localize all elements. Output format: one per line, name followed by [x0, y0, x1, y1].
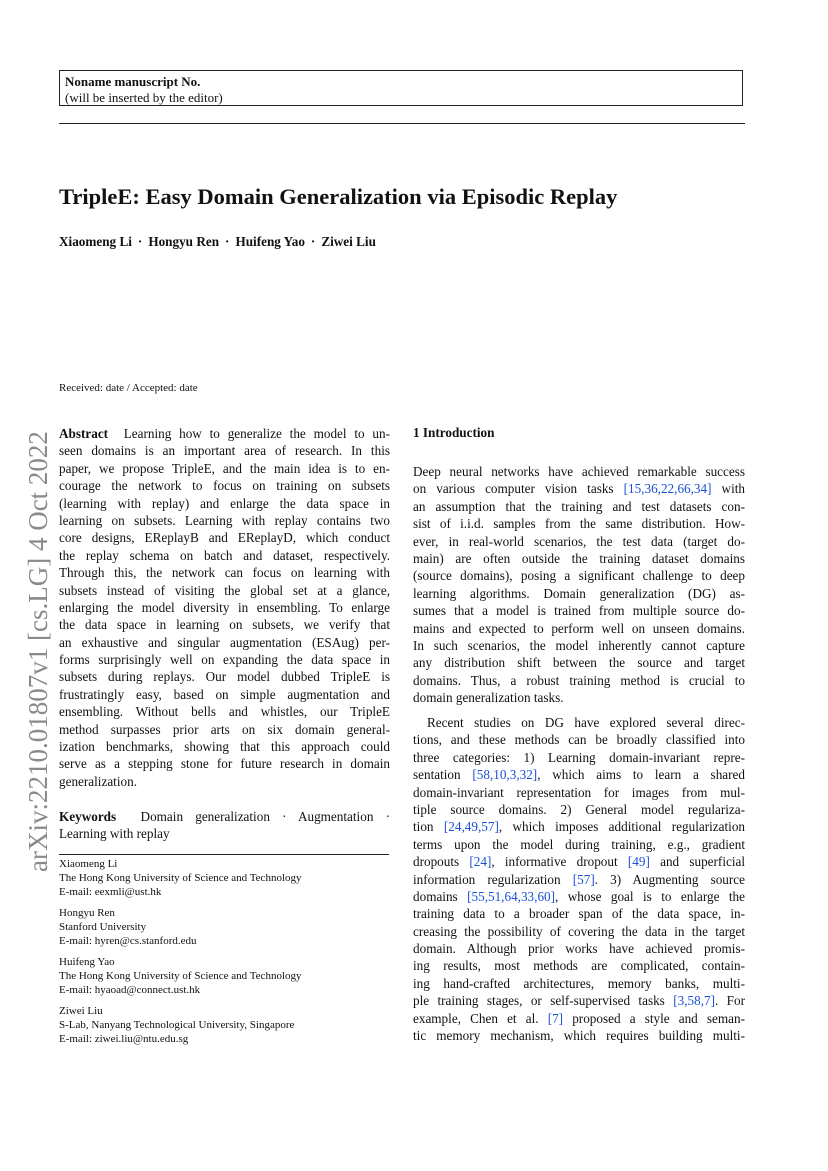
author-list — [59, 234, 376, 250]
affiliation-org: The Hong Kong University of Science and Technology — [59, 970, 302, 983]
intro-line: Recent studies on DG have explored several direc- — [427, 715, 745, 730]
citation-link[interactable]: [24] — [469, 854, 492, 870]
abstract-line: Through this, the network can focus on learning with — [59, 565, 390, 581]
abstract-line: method surpasses prior arts on six domain general- — [59, 721, 390, 737]
intro-line: tic memory mechanism, which requires building multi- — [413, 1028, 745, 1044]
intro-line: domain-invariant representation for images from mul- — [413, 784, 745, 800]
author-name: Huifeng Yao — [235, 234, 305, 249]
intro-line: tions, and these methods can be broadly classified into — [413, 732, 745, 748]
received-dates: Received: date / Accepted: date — [59, 382, 198, 394]
section-number: 1 — [413, 425, 420, 440]
intro-line: learning algorithms. Domain generalization (DG) as- — [413, 585, 745, 601]
intro-line: ever, in real-world scenarios, the test data (target do- — [413, 533, 745, 549]
citation-link[interactable]: [49] — [627, 854, 650, 870]
abstract-line: seen domains is an important area of research. In this — [59, 443, 390, 459]
intro-line: tiple source domains. 2) General model regulariza- — [413, 801, 745, 817]
intro-line: In such scenarios, the model inherently cannot capture — [413, 637, 745, 653]
keywords-line: Keywords Domain generalization · Augmentation · — [59, 809, 390, 824]
affiliation-name: Hongyu Ren — [59, 907, 115, 919]
citation-link[interactable]: [57] — [572, 871, 595, 887]
abstract-line: paper, we propose TripleE, and the main idea is to en- — [59, 460, 390, 476]
intro-line: sentation [58,10,3,32], which aims to learn a shared — [413, 767, 745, 783]
abstract-line: enlarging the model diversity in ensembling. To enlarge — [59, 599, 390, 615]
arxiv-stamp — [24, 372, 52, 872]
abstract-line: serve as a stepping stone for future research in domain — [59, 756, 390, 772]
section-title: Introduction — [422, 425, 495, 440]
affiliation-name: Xiaomeng Li — [59, 858, 118, 870]
intro-line: ing hand-crafted architectures, memory banks, multi- — [413, 975, 745, 991]
intro-line: tion [24,49,57], which imposes additional regularization — [413, 819, 746, 835]
intro-line: (source domains), posing a significant challenge to deep — [413, 568, 745, 584]
editor-note: (will be inserted by the editor) — [65, 90, 223, 105]
intro-line: ing results, most methods are complicated, contain- — [413, 958, 745, 974]
affiliation-org: S-Lab, Nanyang Technological University, Singapore — [59, 1019, 295, 1032]
abstract-line: frustratingly easy, based on simple augmentation and — [59, 686, 390, 702]
intro-line: dropouts [24], informative dropout [49] and superficial — [413, 854, 746, 870]
affiliation-email: E-mail: hyren@cs.stanford.edu — [59, 935, 197, 948]
intro-line: sist of i.i.d. samples from the same distribution. How- — [413, 516, 745, 532]
author-name: Xiaomeng Li — [59, 234, 132, 249]
intro-line: an assumption that the training and test datasets con- — [413, 498, 745, 514]
author-name: Hongyu Ren — [148, 234, 220, 249]
intro-line: domain generalization tasks. — [413, 690, 564, 706]
intro-line: creasing the possibility of covering the data in the target — [413, 923, 745, 939]
abstract-line: subsets during replays. Our model dubbed TripleE is — [59, 669, 390, 685]
abstract-label: Abstract — [59, 426, 109, 441]
author-name: Ziwei Liu — [321, 234, 376, 249]
citation-link[interactable]: [24,49,57] — [443, 819, 499, 835]
manuscript-header-box — [59, 70, 743, 106]
affiliation-block — [59, 906, 197, 949]
affiliation-name: Huifeng Yao — [59, 956, 115, 968]
affiliation-block — [59, 1004, 294, 1047]
author-separator: · — [225, 234, 230, 249]
arxiv-identifier: arXiv:2210.01807v1 [cs.LG] 4 Oct 2022 — [23, 431, 53, 872]
citation-link[interactable]: [55,51,64,33,60] — [467, 888, 556, 904]
affiliation-email: E-mail: hyaoad@connect.ust.hk — [59, 984, 201, 997]
intro-line: example, Chen et al. [7] proposed a style and seman- — [413, 1010, 745, 1026]
section-heading — [413, 425, 494, 441]
header-rule — [59, 123, 745, 124]
keywords — [59, 808, 390, 843]
abstract — [59, 425, 390, 790]
abstract-line: ization benchmarks, showing that this approach could — [59, 739, 390, 755]
intro-line: sumes that a model is trained from multiple source do- — [413, 603, 745, 619]
intro-line: training data to a broader span of the data space, in- — [413, 906, 745, 922]
intro-paragraph-1 — [413, 463, 745, 706]
abstract-line: forms surprisingly well on expanding the data space in — [59, 652, 390, 668]
author-separator: · — [137, 234, 143, 249]
citation-link[interactable]: [15,36,22,66,34] — [623, 481, 712, 497]
abstract-line: ensembling. Without bells and whistles, our TripleE — [59, 704, 390, 720]
citation-link[interactable]: [7] — [547, 1010, 564, 1026]
keywords-line: Learning with replay — [59, 826, 170, 842]
affiliation-email: E-mail: eexmli@ust.hk — [59, 886, 162, 899]
intro-line: domain. Although prior works have achieved promis- — [413, 941, 745, 957]
intro-line: Deep neural networks have achieved remarkable success — [413, 464, 745, 479]
intro-line: three categories: 1) Learning domain-invariant repre- — [413, 749, 745, 765]
abstract-line: generalization. — [59, 773, 137, 789]
citation-link[interactable]: [58,10,3,32] — [472, 767, 538, 783]
intro-line: domains [55,51,64,33,60], whose goal is to enlarge the — [413, 888, 745, 904]
abstract-line: the data space in learning on subsets, we verify that — [59, 617, 390, 633]
abstract-line: core designs, EReplayB and EReplayD, which conduct — [59, 530, 390, 546]
intro-line: ple training stages, or self-supervised tasks [3,58,7]. For — [413, 993, 745, 1009]
intro-line: any distribution shift between the source and target — [413, 655, 745, 671]
abstract-line: (learning with replay) and enlarge the data space in — [59, 495, 390, 511]
paper-title: TripleE: Easy Domain Generalization via Episodic Replay — [59, 184, 618, 209]
affiliation-block — [59, 955, 302, 998]
affiliation-email: E-mail: ziwei.liu@ntu.edu.sg — [59, 1033, 189, 1046]
affiliation-name: Ziwei Liu — [59, 1005, 103, 1017]
abstract-line: an exhaustive and singular augmentation (ESAug) per- — [59, 634, 390, 650]
abstract-line: learning on subsets. Learning with replay contains two — [59, 512, 390, 528]
abstract-line: subsets instead of visiting the global set at a glance, — [59, 582, 390, 598]
intro-line: terms upon the model during training, e.g., gradient — [413, 836, 745, 852]
abstract-line: Abstract Learning how to generalize the model to un- — [59, 426, 391, 441]
intro-paragraph-2 — [413, 714, 745, 1044]
author-separator: · — [310, 234, 316, 249]
citation-link[interactable]: [3,58,7] — [673, 993, 715, 1009]
manuscript-number: Noname manuscript No. — [65, 74, 201, 89]
affiliation-org: Stanford University — [59, 921, 147, 934]
intro-line: main) are often outside the training dataset domains — [413, 550, 745, 566]
intro-line: mains and expected to perform well on unseen domains. — [413, 620, 745, 636]
affiliation-block — [59, 857, 302, 900]
abstract-line: courage the network to focus on training on subsets — [59, 478, 390, 494]
intro-line: on various computer vision tasks [15,36,22,66,34] with — [413, 481, 745, 497]
keywords-label: Keywords — [59, 809, 117, 824]
intro-line: domains. Thus, a robust training method is crucial to — [413, 672, 745, 688]
abstract-line: the replay schema on batch and dataset, respectively. — [59, 547, 390, 563]
footnote-rule — [59, 854, 389, 855]
affiliation-org: The Hong Kong University of Science and Technology — [59, 872, 302, 885]
intro-line: information regularization [57]. 3) Augmenting source — [413, 871, 745, 887]
